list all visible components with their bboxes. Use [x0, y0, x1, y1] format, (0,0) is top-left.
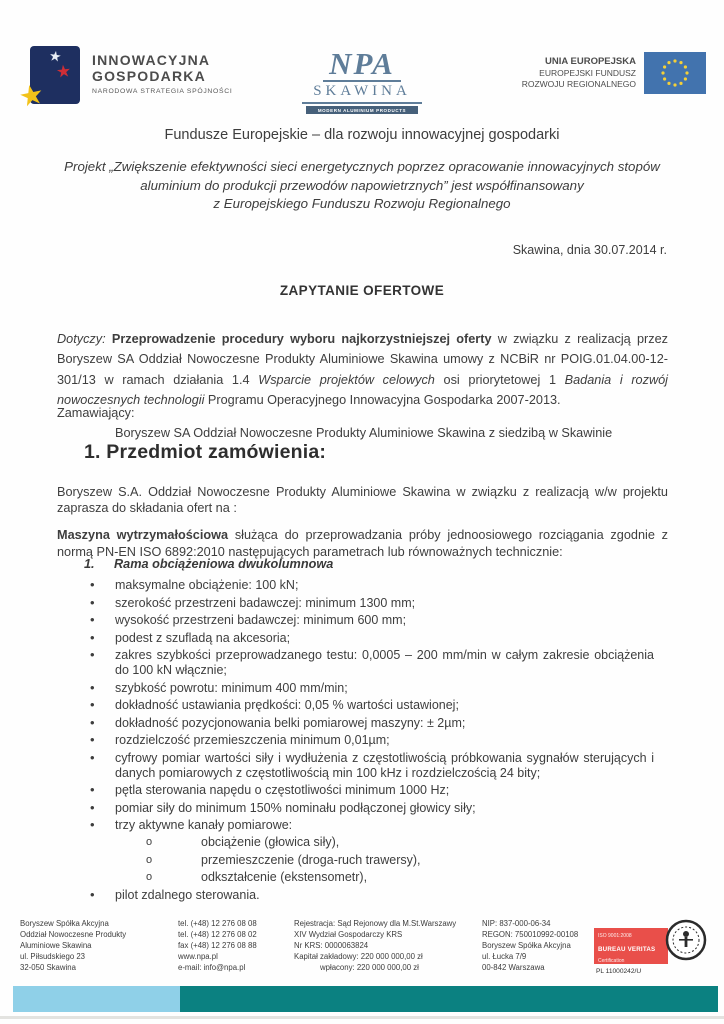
document-title: ZAPYTANIE OFERTOWE — [279, 283, 445, 298]
badge-brand-text: BUREAU VERITAS — [598, 946, 656, 953]
footer — [20, 918, 712, 980]
footer-line: Kapitał zakładowy: 220 000 000,00 zł — [294, 952, 423, 961]
ordering-party-block — [57, 404, 612, 442]
spec-bullet: • podest z szufladą na akcesoria; — [88, 631, 654, 646]
footer-website: www.npa.pl — [178, 952, 218, 961]
footer-contact-column — [178, 918, 294, 980]
logo-left-subtitle: NARODOWA STRATEGIA SPÓJNOŚCI — [92, 88, 233, 95]
eu-logo — [522, 52, 706, 94]
footer-line: NIP: 837-000-06-34 — [482, 919, 551, 928]
footer-line: Nr KRS: 0000063824 — [294, 941, 369, 950]
footer-tax-column — [482, 918, 594, 980]
badge-certificate-code: PL 11000242/U — [596, 968, 642, 975]
npa-logo-name: NPA — [323, 49, 401, 82]
footer-line: 32-050 Skawina — [20, 963, 76, 972]
footer-line: ul. Łucka 7/9 — [482, 952, 527, 961]
spec-bullet: • pilot zdalnego sterowania. — [88, 888, 654, 903]
machine-description-rest: służąca do przeprowadzania próby jednoosiowego rozciągania zgodnie z normą PN-EN ISO 6892:2010 następujących parametrach lub równoważnych technicznie: — [57, 527, 668, 559]
innowacyjna-gospodarka-logo — [15, 46, 233, 114]
spec-bullet: • wysokość przestrzeni badawczej: minimum 600 mm; — [88, 613, 654, 628]
footer-line: XIV Wydział Gospodarczy KRS — [294, 930, 403, 939]
specification-list — [88, 578, 654, 905]
spec-bullet: • maksymalne obciążenie: 100 kN; — [88, 578, 654, 593]
bureau-veritas-red-box — [594, 928, 668, 964]
star-icon: ★ — [15, 77, 47, 114]
dotyczy-paragraph — [57, 329, 668, 411]
star-icon: ★ — [55, 61, 73, 82]
spec-bullet: • szybkość powrotu: minimum 400 mm/min; — [88, 681, 654, 696]
footer-line: 00-842 Warszawa — [482, 963, 545, 972]
dotyczy-bold: Przeprowadzenie procedury wyboru najkorzystniejszej oferty — [105, 331, 492, 346]
footer-line: Rejestracja: Sąd Rejonowy dla M.St.Warszawy — [294, 919, 457, 928]
footer-line: wpłacony: 220 000 000,00 zł — [320, 963, 419, 972]
project-line1: Projekt „Zwiększenie efektywności sieci energetycznych poprzez opracowanie innowacyjnych stopów — [64, 159, 660, 174]
spec-bullet: • dokładność ustawiania prędkości: 0,05 % wartości ustawionej; — [88, 698, 654, 713]
footer-registration-column — [294, 918, 482, 980]
spec-bullet: • zakres szybkości przeprowadzanego testu: 0,0005 – 200 mm/min w całym zakresie obciążenia do 100 kN włącznie; — [88, 648, 654, 678]
footer-email: e-mail: info@npa.pl — [178, 963, 246, 972]
eu-logo-line2: EUROPEJSKI FUNDUSZ — [539, 68, 636, 78]
machine-description — [57, 527, 668, 561]
item-1-number: 1. — [84, 557, 95, 571]
npa-logo-town: SKAWINA — [302, 82, 422, 104]
spec-bullet: • dokładność pozycjonowania belki pomiarowej maszyny: ± 2µm; — [88, 716, 654, 731]
npa-skawina-logo — [292, 46, 432, 114]
spec-bullet: • cyfrowy pomiar wartości siły i wydłużenia z częstotliwością próbkowania sygnałów sterujących i danych pomiarowych z częstotliwością min 100 kHz i rozdzielczością 24 bity; — [88, 751, 654, 781]
project-line2: aluminium do produkcji przewodów napowietrznych” jest współfinansowany — [140, 177, 584, 193]
document-date: Skawina, dnia 30.07.2014 r. — [512, 243, 667, 257]
footer-line: fax (+48) 12 276 08 88 — [178, 941, 257, 950]
dotyczy-text2: osi priorytetowej 1 — [434, 372, 565, 387]
footer-color-bar — [13, 986, 718, 1012]
project-line3: z Europejskiego Funduszu Rozwoju Regionalnego — [213, 196, 511, 211]
section-1-intro: Boryszew S.A. Oddział Nowoczesne Produkty Aluminiowe Skawina w związku z realizacją w/w projektu zaprasza do składania ofert na : — [57, 484, 668, 515]
spec-sub-bullet: o obciążenie (głowica siły), — [146, 835, 654, 850]
section-1-heading: 1. Przedmiot zamówienia: — [84, 441, 327, 463]
machine-name-bold: Maszyna wytrzymałościowa — [57, 527, 229, 542]
eu-flag-icon — [644, 52, 706, 94]
bureau-veritas-badge — [594, 918, 712, 980]
footer-line: ul. Piłsudskiego 23 — [20, 952, 86, 961]
ordering-party-label: Zamawiający: — [57, 406, 135, 420]
dotyczy-text3: Programu Operacyjnego Innowacyjna Gospodarka 2007-2013. — [204, 393, 561, 408]
spec-sub-bullet: o przemieszczenie (droga-ruch trawersy), — [146, 853, 654, 868]
spec-bullet-with-sub — [88, 818, 654, 885]
spec-bullet: • rozdzielczość przemieszczenia minimum 0,01µm; — [88, 733, 654, 748]
dotyczy-text1: w związku z realizacją przez Boryszew SA Oddział Nowoczesne Produkty Aluminiowe Skawina umowy z NCBiR nr POIG.01.04.00-12-301/13 w ramach działania 1.4 — [57, 331, 668, 387]
spec-sub-bullet: o odkształcenie (ekstensometr), — [146, 870, 654, 885]
scan-bottom-edge — [0, 1016, 724, 1019]
dotyczy-italic2: Badania i rozwój nowoczesnych technologii — [57, 372, 668, 408]
eu-logo-line1: UNIA EUROPEJSKA — [545, 56, 636, 67]
footer-line: Oddział Nowoczesne Produkty — [20, 930, 127, 939]
badge-iso-text: ISO 9001:2008 — [598, 933, 632, 939]
footer-bar-lightblue-segment — [13, 986, 180, 1012]
star-icon: ★ — [47, 47, 63, 65]
footer-line: Boryszew Spółka Akcyjna — [20, 919, 109, 928]
footer-line: REGON: 750010992-00108 — [482, 930, 579, 939]
spec-bullet: • pomiar siły do minimum 150% nominału podłączonej głowicy siły; — [88, 801, 654, 816]
badge-sub-text: Certification — [598, 958, 625, 964]
footer-line: Aluminiowe Skawina — [20, 941, 92, 950]
footer-line: Boryszew Spółka Akcyjna — [482, 941, 571, 950]
programme-tagline: Fundusze Europejskie – dla rozwoju innowacyjnej gospodarki — [164, 127, 560, 143]
dotyczy-label: Dotyczy: — [57, 331, 106, 346]
eu-logo-line3: ROZWOJU REGIONALNEGO — [521, 79, 636, 89]
spec-bullet: • szerokość przestrzeni badawczej: minimum 1300 mm; — [88, 596, 654, 611]
item-1-title: Rama obciążeniowa dwukolumnowa — [114, 557, 334, 571]
project-cofinancing-note — [40, 158, 684, 214]
footer-line: tel. (+48) 12 276 08 02 — [178, 930, 257, 939]
dotyczy-italic1: Wsparcie projektów celowych — [258, 372, 435, 387]
bureau-veritas-seal-icon — [664, 918, 708, 962]
spec-bullet-text: trzy aktywne kanały pomiarowe: — [115, 818, 293, 832]
footer-bar-teal-segment — [180, 986, 718, 1012]
ordering-party-value: Boryszew SA Oddział Nowoczesne Produkty Aluminiowe Skawina z siedzibą w Skawinie — [115, 426, 613, 440]
spec-bullet: • pętla sterowania napędu o częstotliwości minimum 1000 Hz; — [88, 783, 654, 798]
logo-left-title-line1: INNOWACYJNA — [92, 52, 211, 68]
numbered-item-1 — [84, 557, 333, 571]
npa-logo-strip: MODERN ALUMINIUM PRODUCTS — [306, 106, 418, 114]
footer-address-column — [20, 918, 178, 980]
logo-left-title-line2: GOSPODARKA — [92, 68, 206, 84]
innowacyjna-gospodarka-flag-icon — [15, 46, 80, 114]
footer-line: tel. (+48) 12 276 08 08 — [178, 919, 257, 928]
